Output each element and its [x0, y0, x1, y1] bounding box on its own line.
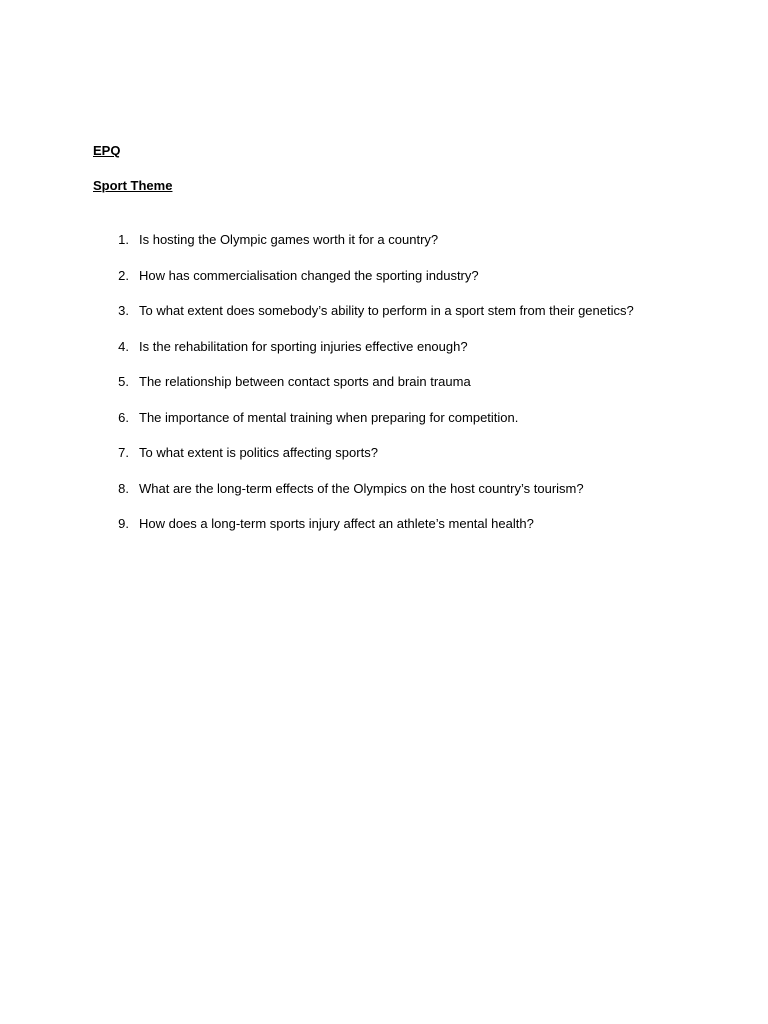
list-item: [0, 515, 768, 533]
question-text: How does a long-term sports injury affect an athlete’s mental health?: [139, 516, 534, 531]
list-item: [0, 409, 768, 427]
question-number: 6.: [118, 409, 129, 425]
list-item: [0, 302, 768, 320]
question-text: How has commercialisation changed the sporting industry?: [139, 267, 479, 283]
question-number: 9.: [118, 516, 129, 531]
list-item: [0, 444, 768, 462]
document-title: EPQ: [93, 143, 121, 158]
question-text: The importance of mental training when preparing for competition.: [139, 409, 519, 425]
list-item: [0, 338, 768, 356]
question-text: The relationship between contact sports and brain trauma: [139, 374, 471, 389]
question-number: 1.: [118, 232, 129, 247]
question-number: 7.: [118, 445, 129, 460]
question-list: [0, 231, 768, 551]
question-text: To what extent is politics affecting sports?: [139, 445, 378, 460]
list-item: [0, 373, 768, 391]
list-item: [0, 231, 768, 249]
question-number: 5.: [118, 374, 129, 389]
question-text: To what extent does somebody’s ability to perform in a sport stem from their genetics?: [139, 303, 634, 318]
question-text: Is hosting the Olympic games worth it for a country?: [139, 232, 439, 247]
document-subtitle: Sport Theme: [93, 178, 173, 193]
question-number: 8.: [118, 480, 129, 496]
question-number: 4.: [118, 338, 129, 354]
question-number: 3.: [118, 303, 129, 318]
question-text: What are the long-term effects of the Olympics on the host country’s tourism?: [139, 480, 584, 496]
list-item: [0, 480, 768, 498]
list-item: [0, 267, 768, 285]
question-number: 2.: [118, 267, 129, 283]
question-text: Is the rehabilitation for sporting injuries effective enough?: [139, 338, 468, 354]
